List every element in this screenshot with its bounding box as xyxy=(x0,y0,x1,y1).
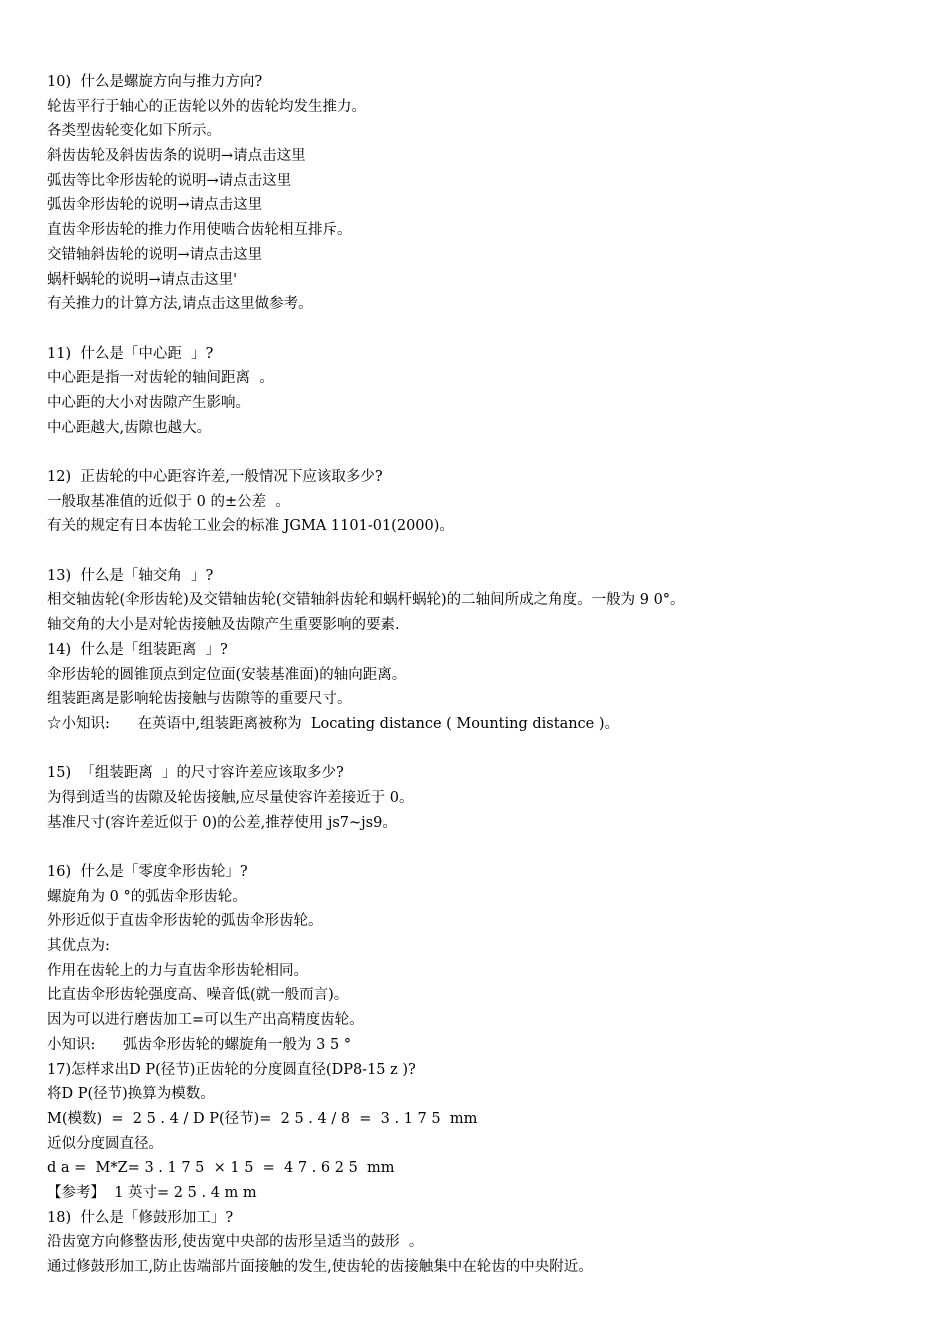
text-line: 12) 正齿轮的中心距容许差,一般情况下应该取多少? xyxy=(47,469,383,485)
text-line: 中心距的大小对齿隙产生影响。 xyxy=(47,394,250,411)
text-line: 其优点为: xyxy=(47,938,110,955)
text-line: 直齿伞形齿轮的推力作用使啮合齿轮相互排斥。 xyxy=(47,222,352,239)
text-line: 为得到适当的齿隙及轮齿接触,应尽量使容许差接近于 0。 xyxy=(47,789,414,806)
text-line: 基准尺寸(容许差近似于 0)的公差,推荐使用 js7~js9。 xyxy=(47,814,397,831)
text-line: 相交轴齿轮(伞形齿轮)及交错轴齿轮(交错轴斜齿轮和蜗杆蜗轮)的二轴间所成之角度。一般为 9 0°。 xyxy=(47,592,685,609)
text-line: 作用在齿轮上的力与直齿伞形齿轮相同。 xyxy=(47,962,308,979)
text-line: 各类型齿轮变化如下所示。 xyxy=(47,123,221,140)
text-line: 因为可以进行磨齿加工=可以生产出高精度齿轮。 xyxy=(47,1012,364,1029)
blank-line xyxy=(47,440,927,465)
text-line: ☆小知识: 在英语中,组装距离被称为 Locating distance ( Mounting distance )。 xyxy=(47,715,620,732)
text-line: 有关推力的计算方法,请点击这里做参考。 xyxy=(47,296,313,313)
text-line: 一般取基准值的近似于 0 的±公差 。 xyxy=(47,493,290,510)
text-line: M(模数) = 2 5 . 4 / D P(径节)= 2 5 . 4 / 8 = 3 . 1 7 5 mm xyxy=(47,1110,478,1127)
text-line: 蜗杆蜗轮的说明→请点击这里' xyxy=(47,271,238,288)
text-line: 小知识: 弧齿伞形齿轮的螺旋角一般为 3 5 ° xyxy=(47,1036,352,1053)
text-line: 10) 什么是螺旋方向与推力方向? xyxy=(47,74,263,90)
document-page xyxy=(47,70,927,1280)
text-line: 14) 什么是「组装距离 」? xyxy=(47,641,228,658)
text-line: 11) 什么是「中心距 」? xyxy=(47,345,214,362)
text-line: 轮齿平行于轴心的正齿轮以外的齿轮均发生推力。 xyxy=(47,98,366,115)
text-line: 沿齿宽方向修整齿形,使齿宽中央部的齿形呈适当的鼓形 。 xyxy=(47,1234,424,1251)
text-line: 16) 什么是「零度伞形齿轮」? xyxy=(47,864,248,880)
text-line: 近似分度圆直径。 xyxy=(47,1135,163,1152)
text-line: 斜齿齿轮及斜齿齿条的说明→请点击这里 xyxy=(47,148,306,165)
text-line: 轴交角的大小是对轮齿接触及齿隙产生重要影响的要素. xyxy=(47,617,400,634)
text-line: 外形近似于直齿伞形齿轮的弧齿伞形齿轮。 xyxy=(47,913,323,930)
text-line: 13) 什么是「轴交角 」? xyxy=(47,567,214,584)
text-line: 将D P(径节)换算为模数。 xyxy=(47,1086,215,1103)
blank-line xyxy=(47,539,927,564)
blank-line xyxy=(47,835,927,860)
blank-line xyxy=(47,317,927,342)
text-line: 交错轴斜齿轮的说明→请点击这里 xyxy=(47,246,263,263)
text-line: d a = M*Z= 3 . 1 7 5 × 1 5 = 4 7 . 6 2 5 mm xyxy=(47,1160,395,1177)
text-line: 伞形齿轮的圆锥顶点到定位面(安装基准面)的轴向距离。 xyxy=(47,666,407,683)
text-line: 比直齿伞形齿轮强度高、噪音低(就一般而言)。 xyxy=(47,987,349,1004)
text-line: 弧齿等比伞形齿轮的说明→请点击这里 xyxy=(47,172,292,189)
text-line: 【参考】 1 英寸= 2 5 . 4 m m xyxy=(47,1184,257,1201)
text-line: 17)怎样求出D P(径节)正齿轮的分度圆直径(DP8-15 z )? xyxy=(47,1061,416,1078)
text-line: 组装距离是影响轮齿接触与齿隙等的重要尺寸。 xyxy=(47,691,352,708)
text-line: 有关的规定有日本齿轮工业会的标准 JGMA 1101-01(2000)。 xyxy=(47,518,454,535)
text-line: 18) 什么是「修鼓形加工」? xyxy=(47,1209,234,1226)
text-line: 中心距是指一对齿轮的轴间距离 。 xyxy=(47,370,274,387)
text-line: 中心距越大,齿隙也越大。 xyxy=(47,419,212,436)
text-line: 弧齿伞形齿轮的说明→请点击这里 xyxy=(47,197,263,214)
text-line: 通过修鼓形加工,防止齿端部片面接触的发生,使齿轮的齿接触集中在轮齿的中央附近。 xyxy=(47,1259,593,1275)
blank-line xyxy=(47,737,927,762)
text-line: 15) 「组装距离 」的尺寸容许差应该取多少? xyxy=(47,765,344,782)
text-line: 螺旋角为 0 °的弧齿伞形齿轮。 xyxy=(47,888,247,905)
